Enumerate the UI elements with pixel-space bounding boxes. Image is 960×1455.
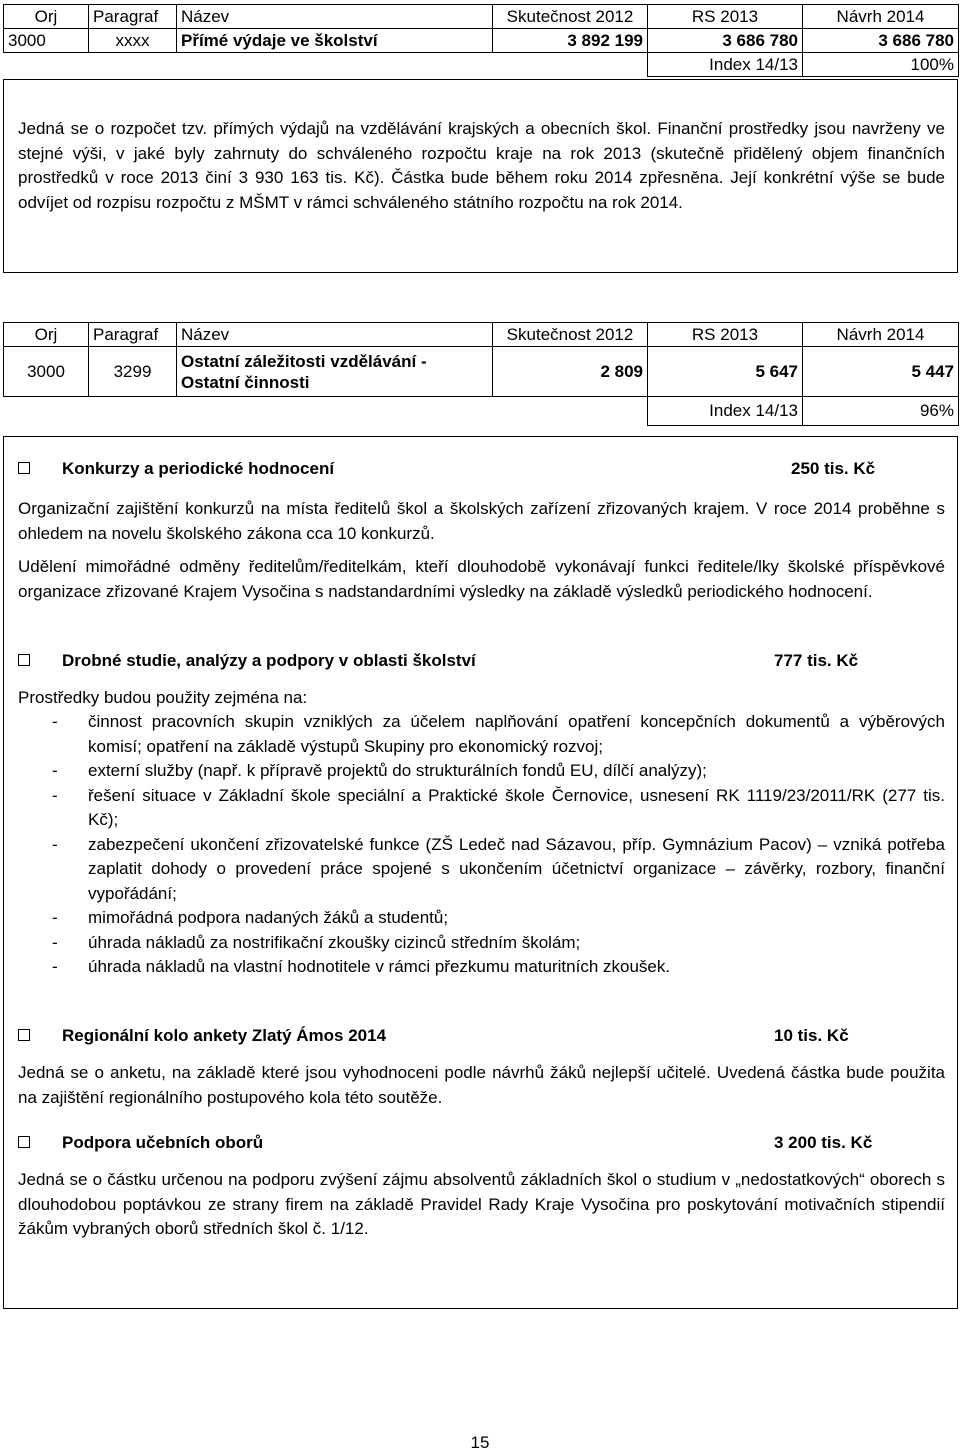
col-rs: RS 2013 (648, 323, 803, 347)
list-item: - úhrada nákladů na vlastní hodnotitele v rámci přezkumu maturitních zkoušek. (52, 957, 671, 976)
index-value: 100% (803, 53, 959, 77)
col-navrh: Návrh 2014 (803, 5, 959, 29)
col-orj: Orj (4, 323, 89, 347)
cell-nazev: Ostatní záležitosti vzdělávání - Ostatní činnosti (177, 347, 493, 397)
budget-table-other (3, 322, 959, 426)
cell-paragraf: 3299 (89, 347, 177, 397)
section-studie-intro: Prostředky budou použity zejména na: (18, 688, 308, 707)
index-value: 96% (803, 397, 959, 426)
direct-costs-description: Jedná se o rozpočet tzv. přímých výdajů na vzdělávání krajských a obecních škol. Finanční prostředky jsou navrženy ve stejné výši, v jaké byly zahrnuty do schváleného rozpočtu kraje na rok 2013 (skutečně přidělený objem finančních prostředků v roce 2013 činí 3 930 163 tis. Kč). Částka bude během roku 2014 zpřesněna. Její konkrétní výše se bude odvíjet od rozpisu rozpočtu z MŠMT v rámci schváleného státního rozpočtu na rok 2014. (18, 119, 945, 212)
checkbox-icon (18, 654, 30, 666)
cell-skutecnost: 2 809 (493, 347, 648, 397)
cell-rs: 5 647 (648, 347, 803, 397)
section-title: Podpora učebních oborů (62, 1133, 264, 1152)
checkbox-icon (18, 1136, 30, 1148)
table-row (4, 347, 959, 397)
section-title: Konkurzy a periodické hodnocení (62, 459, 335, 478)
table-header-row (4, 5, 959, 29)
index-label: Index 14/13 (648, 397, 803, 426)
section-studie-heading (18, 651, 945, 675)
table-row (4, 29, 959, 53)
checkbox-icon (18, 1029, 30, 1041)
table-header-row (4, 323, 959, 347)
section-amos-heading (18, 1026, 945, 1050)
section-amount: 250 tis. Kč (791, 459, 876, 478)
checkbox-icon (18, 462, 30, 474)
section-amount: 10 tis. Kč (774, 1026, 849, 1045)
list-item: - úhrada nákladů za nostrifikační zkoušky cizinců středním školám; (52, 932, 581, 952)
cell-skutecnost: 3 892 199 (493, 29, 648, 53)
col-paragraf: Paragraf (89, 323, 177, 347)
cell-nazev: Přímé výdaje ve školství (177, 29, 493, 53)
cell-navrh: 5 447 (803, 347, 959, 397)
index-row (4, 53, 959, 77)
list-item: - externí služby (např. k přípravě projektů do strukturálních fondů EU, dílčí analýzy); (52, 761, 707, 780)
section-amount: 3 200 tis. Kč (774, 1133, 873, 1152)
col-rs: RS 2013 (648, 5, 803, 29)
list-item: - zabezpečení ukončení zřizovatelské funkce (ZŠ Ledeč nad Sázavou, příp. Gymnázium Pacov) – vzniká potřeba zaplatit dohody o provedení práce spojené s ukončením účetnictví organizace – závěrky, rozbory, finanční vypořádání; (52, 834, 945, 903)
col-paragraf: Paragraf (89, 5, 177, 29)
section-obory-heading (18, 1133, 945, 1157)
section-konkurzy-p1: Organizační zajištění konkurzů na místa ředitelů škol a školských zařízení zřizovaných krajem. V roce 2014 proběhne s ohledem na novelu školského zákona cca 10 konkurzů. (18, 499, 945, 543)
section-amos-p1: Jedná se o anketu, na základě které jsou vyhodnoceni podle návrhů žáků nejlepší učitelé. Uvedená částka bude použita na zajištění regionálního postupového kola této soutěže. (18, 1063, 945, 1107)
list-item: - činnost pracovních skupin vzniklých za účelem naplňování opatření koncepčních dokumentů a výběrových komisí; opatření na základě výstupů Skupiny pro ekonomický rozvoj; (52, 712, 945, 756)
page-number: 15 (470, 1433, 490, 1452)
cell-rs: 3 686 780 (648, 29, 803, 53)
section-konkurzy-heading (18, 459, 945, 483)
cell-navrh: 3 686 780 (803, 29, 959, 53)
cell-orj: 3000 (4, 347, 89, 397)
list-item: - mimořádná podpora nadaných žáků a studentů; (52, 908, 449, 927)
section-konkurzy-p2: Udělení mimořádné odměny ředitelům/ředitelkám, kteří dlouhodobě vykonávají funkci ředitele/lky školské příspěvkové organizace zřizované Krajem Vysočina s nadstandardními výsledky na základě výsledků periodického hodnocení. (18, 557, 945, 601)
budget-table-direct (3, 4, 959, 77)
col-skutecnost: Skutečnost 2012 (493, 323, 648, 347)
col-nazev: Název (177, 323, 493, 347)
col-skutecnost: Skutečnost 2012 (493, 5, 648, 29)
col-orj: Orj (4, 5, 89, 29)
cell-orj: 3000 (4, 29, 89, 53)
section-amount: 777 tis. Kč (774, 651, 859, 670)
index-label: Index 14/13 (648, 53, 803, 77)
list-item: - řešení situace v Základní škole speciální a Praktické škole Černovice, usnesení RK 1119/23/2011/RK (277 tis. Kč); (52, 785, 945, 829)
section-obory-p1: Jedná se o částku určenou na podporu zvýšení zájmu absolventů základních škol o studium v „nedostatkových“ oborech s dlouhodobou poptávkou ze strany firem na základě Pravidel Rady Kraje Vysočina pro poskytování motivačních stipendií žákům vybraných oborů středních škol č. 1/12. (18, 1170, 945, 1238)
cell-paragraf: xxxx (89, 29, 177, 53)
section-title: Regionální kolo ankety Zlatý Ámos 2014 (62, 1026, 387, 1045)
section-title: Drobné studie, analýzy a podpory v oblasti školství (62, 651, 476, 670)
index-row (4, 397, 959, 426)
col-nazev: Název (177, 5, 493, 29)
col-navrh: Návrh 2014 (803, 323, 959, 347)
section-studie-list (18, 710, 945, 980)
